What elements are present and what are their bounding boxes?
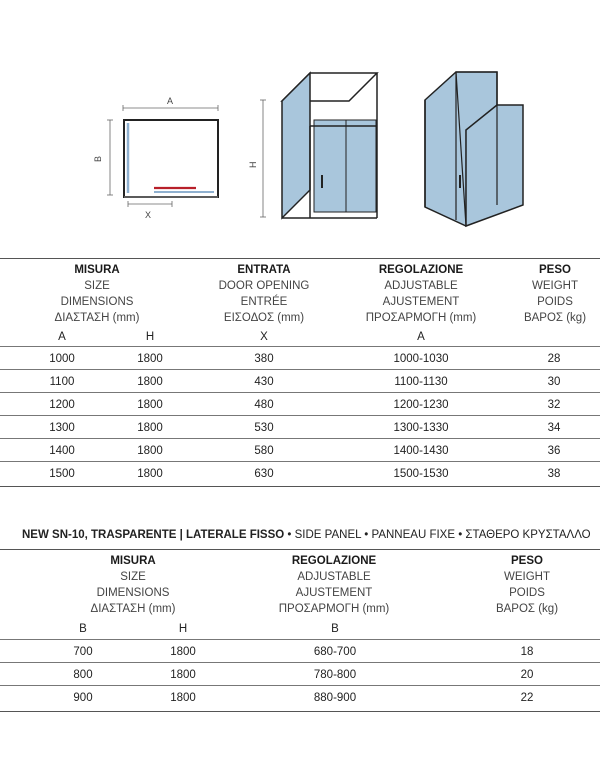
table1-cell: 480 <box>254 399 274 411</box>
perspective-view-angled <box>425 72 523 226</box>
table2-cell: 780-800 <box>313 669 357 681</box>
plan-view-diagram <box>93 96 218 220</box>
table1-cell: 630 <box>254 468 274 480</box>
table1-top-rule <box>0 258 600 259</box>
table2-cell: 700 <box>73 646 93 658</box>
table1-cell: 32 <box>547 399 561 411</box>
perspective-view-front <box>282 73 377 218</box>
table1-header-adjustable: REGOLAZIONE ADJUSTABLE AJUSTEMENT ΠΡΟΣΑΡΜΟΓΗ (mm) <box>365 264 477 324</box>
table1-cell: 30 <box>547 376 561 388</box>
table1-row-divider <box>0 369 600 370</box>
table1-cell: 1100-1130 <box>394 376 448 388</box>
table1-cell: 1800 <box>137 445 163 457</box>
table1-bottom-rule <box>0 486 600 487</box>
table1-cell: 36 <box>547 445 561 457</box>
table1-cell: 1800 <box>137 399 163 411</box>
table1-cell: 1800 <box>137 468 163 480</box>
table1-cell: 1000-1030 <box>393 353 449 365</box>
table2-row-divider <box>0 685 600 686</box>
table1-cell: 1400-1430 <box>393 445 449 457</box>
table2-cell: 900 <box>73 692 93 704</box>
table1-cell: 34 <box>547 422 561 434</box>
table2-bottom-rule <box>0 711 600 712</box>
table1-cell: 1300 <box>49 422 75 434</box>
table1-cell: 28 <box>547 353 561 365</box>
table1-cell: 1300-1330 <box>393 422 449 434</box>
table1-cell: 1400 <box>49 445 75 457</box>
table1-cell: 1100 <box>49 376 75 388</box>
table1-cell: 580 <box>254 445 274 457</box>
table2-cell: 880-900 <box>313 692 357 704</box>
table1-subheader: H <box>145 331 155 343</box>
table2-top-rule <box>0 549 600 550</box>
table2-header-size: MISURA SIZE DIMENSIONS ΔΙΑΣΤΑΣΗ (mm) <box>90 555 176 615</box>
table2-cell: 680-700 <box>313 646 357 658</box>
table1-header-size: MISURA SIZE DIMENSIONS ΔΙΑΣΤΑΣΗ (mm) <box>54 264 140 324</box>
table1-cell: 1000 <box>49 353 75 365</box>
table1-row-divider <box>0 461 600 462</box>
plan-label-b: B <box>93 155 103 162</box>
table1-cell: 1800 <box>137 422 163 434</box>
table2-subheader: B <box>79 623 87 635</box>
table2-subheader: B <box>331 623 339 635</box>
table1-subheader: X <box>260 331 268 343</box>
table1-cell: 1800 <box>137 376 163 388</box>
table1-cell: 1800 <box>137 353 163 365</box>
height-label: H <box>248 161 258 168</box>
shower-diagrams <box>0 0 600 255</box>
table1-row-divider <box>0 392 600 393</box>
table1-cell: 530 <box>254 422 274 434</box>
height-dimension <box>248 100 266 217</box>
table2-cell: 1800 <box>170 646 196 658</box>
table2-cell: 1800 <box>170 669 196 681</box>
table1-cell: 1500 <box>49 468 75 480</box>
table2-cell: 18 <box>520 646 534 658</box>
table2-cell: 1800 <box>170 692 196 704</box>
table1-cell: 1200 <box>49 399 75 411</box>
table2-row-divider <box>0 662 600 663</box>
table1-row-divider <box>0 415 600 416</box>
table2-subheader: H <box>178 623 188 635</box>
table1-header-weight: PESO WEIGHT POIDS ΒΑΡΟΣ (kg) <box>523 264 587 324</box>
table1-cell: 430 <box>254 376 274 388</box>
table1-header-door-opening: ENTRATA DOOR OPENING ENTRÉE ΕΙΣΟΔΟΣ (mm) <box>218 264 310 324</box>
table1-cell: 1500-1530 <box>393 468 449 480</box>
plan-label-x: X <box>145 210 152 220</box>
table1-cell: 1200-1230 <box>393 399 449 411</box>
plan-label-a: A <box>167 96 174 106</box>
table1-row-divider <box>0 346 600 347</box>
table1-cell: 380 <box>254 353 274 365</box>
table2-header-weight: PESO WEIGHT POIDS ΒΑΡΟΣ (kg) <box>495 555 559 615</box>
table1-subheader: A <box>58 331 66 343</box>
section2-title: NEW SN-10, TRASPARENTE | LATERALE FISSO • SIDE PANEL • PANNEAU FIXE • ΣΤΑΘΕΡΟ ΚΡΥΣΤΑΛΛΟ <box>22 529 591 541</box>
table2-header-adjustable: REGOLAZIONE ADJUSTABLE AJUSTEMENT ΠΡΟΣΑΡΜΟΓΗ (mm) <box>278 555 390 615</box>
table1-subheader: A <box>417 331 425 343</box>
table2-row-divider <box>0 639 600 640</box>
table2-cell: 800 <box>73 669 93 681</box>
table2-cell: 20 <box>520 669 534 681</box>
table1-row-divider <box>0 438 600 439</box>
table2-cell: 22 <box>520 692 534 704</box>
table1-cell: 38 <box>547 468 561 480</box>
